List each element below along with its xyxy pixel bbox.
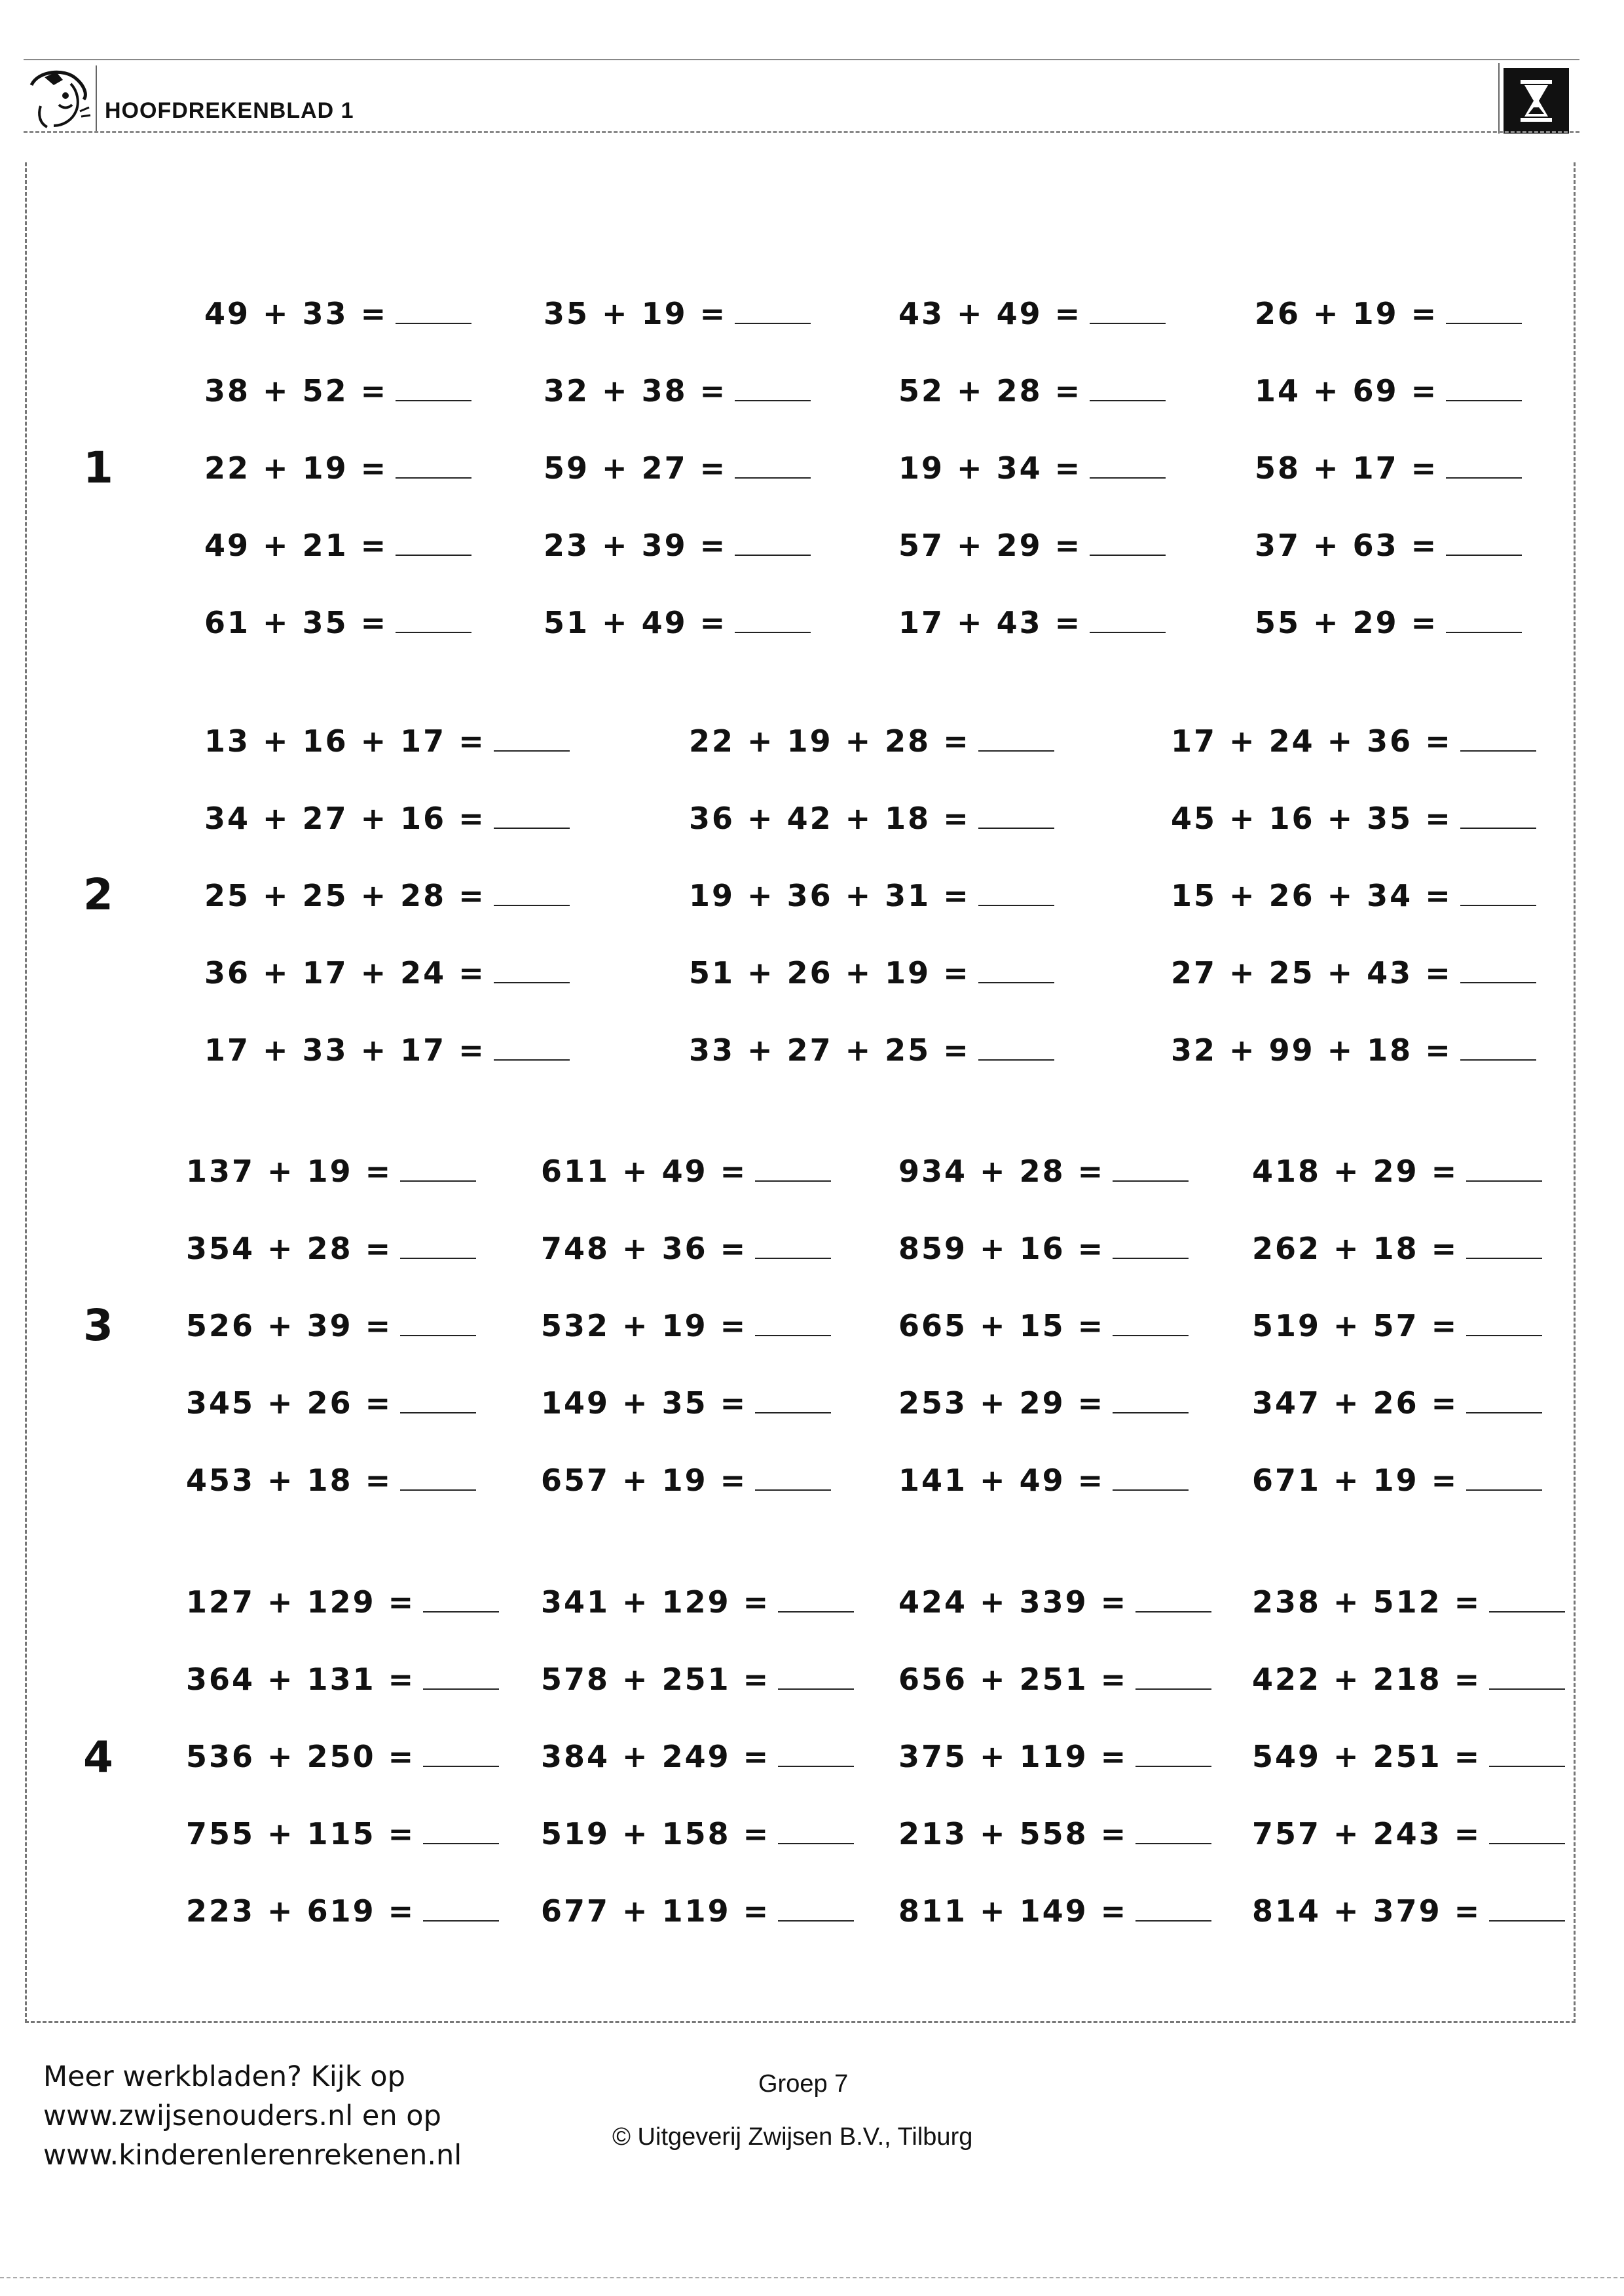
problem-text: 657 + 19 = — [541, 1463, 748, 1498]
problem-text: 223 + 619 = — [186, 1893, 416, 1929]
section-3-column-1 — [186, 1133, 476, 1519]
thinking-face-logo — [25, 65, 93, 132]
problem — [204, 857, 570, 934]
problem — [541, 1287, 831, 1364]
answer-line[interactable] — [1466, 1258, 1542, 1259]
answer-line[interactable] — [396, 632, 471, 633]
answer-line[interactable] — [396, 323, 471, 324]
footer-more-line-1: Meer werkbladen? Kijk op — [43, 2060, 405, 2093]
problem-text: 37 + 63 = — [1255, 528, 1439, 563]
problem-text: 519 + 158 = — [541, 1816, 771, 1851]
problem-text: 238 + 512 = — [1252, 1584, 1482, 1620]
problem — [544, 507, 811, 584]
answer-line[interactable] — [1466, 1412, 1542, 1413]
problem-text: 748 + 36 = — [541, 1231, 748, 1266]
section-4-number: 4 — [83, 1732, 113, 1783]
answer-line[interactable] — [1446, 323, 1522, 324]
section-4-column-3 — [898, 1563, 1211, 1950]
section-3-column-2 — [541, 1133, 831, 1519]
problem-text: 49 + 21 = — [204, 528, 388, 563]
footer-copyright: © Uitgeverij Zwijsen B.V., Tilburg — [612, 2123, 973, 2151]
section-4-column-1 — [186, 1563, 499, 1950]
answer-line[interactable] — [494, 982, 570, 983]
problem — [186, 1872, 499, 1950]
problem-text: 677 + 119 = — [541, 1893, 771, 1929]
section-2-column-3 — [1171, 702, 1536, 1089]
problem-text: 55 + 29 = — [1255, 605, 1439, 640]
answer-line[interactable] — [1135, 1843, 1211, 1844]
answer-line[interactable] — [494, 905, 570, 906]
answer-line[interactable] — [1489, 1766, 1565, 1767]
problem — [689, 857, 1054, 934]
answer-line[interactable] — [1135, 1766, 1211, 1767]
problem-text: 51 + 26 + 19 = — [689, 955, 970, 991]
answer-line[interactable] — [396, 477, 471, 479]
problem — [689, 702, 1054, 780]
problem — [898, 1718, 1211, 1795]
problem-text: 19 + 36 + 31 = — [689, 878, 970, 913]
problem-text: 127 + 129 = — [186, 1584, 416, 1620]
problem-text: 578 + 251 = — [541, 1662, 771, 1697]
answer-line[interactable] — [1090, 632, 1166, 633]
problem-text: 15 + 26 + 34 = — [1171, 878, 1452, 913]
problem — [1252, 1210, 1542, 1287]
section-3-column-3 — [898, 1133, 1189, 1519]
problem — [204, 352, 471, 429]
answer-line[interactable] — [1446, 477, 1522, 479]
problem-text: 364 + 131 = — [186, 1662, 416, 1697]
problem-text: 49 + 33 = — [204, 296, 388, 331]
answer-line[interactable] — [778, 1920, 854, 1922]
answer-line[interactable] — [755, 1412, 831, 1413]
section-1-column-2 — [544, 275, 811, 661]
problem — [898, 275, 1166, 352]
answer-line[interactable] — [1113, 1489, 1189, 1491]
answer-line[interactable] — [978, 905, 1054, 906]
problem — [541, 1641, 854, 1718]
problem-text: 262 + 18 = — [1252, 1231, 1459, 1266]
problem — [186, 1287, 476, 1364]
answer-line[interactable] — [778, 1843, 854, 1844]
answer-line[interactable] — [1090, 477, 1166, 479]
problem-text: 536 + 250 = — [186, 1739, 416, 1774]
problem — [898, 584, 1166, 661]
problem-text: 345 + 26 = — [186, 1385, 393, 1421]
answer-line[interactable] — [1446, 555, 1522, 556]
problem-text: 347 + 26 = — [1252, 1385, 1459, 1421]
problem — [204, 584, 471, 661]
problem — [541, 1364, 831, 1442]
problem-text: 43 + 49 = — [898, 296, 1082, 331]
problem — [186, 1563, 499, 1641]
answer-line[interactable] — [400, 1412, 476, 1413]
answer-line[interactable] — [1135, 1611, 1211, 1613]
answer-line[interactable] — [423, 1611, 499, 1613]
problem-text: 17 + 43 = — [898, 605, 1082, 640]
answer-line[interactable] — [978, 1059, 1054, 1061]
problem — [186, 1718, 499, 1795]
problem — [1252, 1641, 1565, 1718]
problem — [1171, 1011, 1536, 1089]
problem — [186, 1795, 499, 1872]
answer-line[interactable] — [1489, 1843, 1565, 1844]
answer-line[interactable] — [778, 1766, 854, 1767]
answer-line[interactable] — [755, 1335, 831, 1336]
answer-line[interactable] — [1090, 323, 1166, 324]
answer-line[interactable] — [735, 555, 811, 556]
answer-line[interactable] — [978, 982, 1054, 983]
answer-line[interactable] — [1466, 1335, 1542, 1336]
problem-text: 26 + 19 = — [1255, 296, 1439, 331]
answer-line[interactable] — [1446, 400, 1522, 401]
problem-text: 424 + 339 = — [898, 1584, 1128, 1620]
problem — [544, 584, 811, 661]
problem — [186, 1210, 476, 1287]
problem — [541, 1718, 854, 1795]
problem-text: 58 + 17 = — [1255, 450, 1439, 486]
problem-text: 52 + 28 = — [898, 373, 1082, 409]
answer-line[interactable] — [423, 1688, 499, 1690]
problem — [204, 429, 471, 507]
problem — [541, 1563, 854, 1641]
answer-line[interactable] — [1466, 1489, 1542, 1491]
problem-text: 22 + 19 = — [204, 450, 388, 486]
problem-text: 418 + 29 = — [1252, 1154, 1459, 1189]
hourglass-icon — [1504, 68, 1569, 134]
problem-text: 859 + 16 = — [898, 1231, 1105, 1266]
problem-text: 384 + 249 = — [541, 1739, 771, 1774]
problem-text: 149 + 35 = — [541, 1385, 748, 1421]
problem — [1255, 352, 1522, 429]
answer-line[interactable] — [1135, 1688, 1211, 1690]
problem — [204, 780, 570, 857]
problem-text: 36 + 42 + 18 = — [689, 801, 970, 836]
problem — [541, 1795, 854, 1872]
problem-text: 611 + 49 = — [541, 1154, 748, 1189]
answer-line[interactable] — [735, 323, 811, 324]
problem-text: 59 + 27 = — [544, 450, 728, 486]
footer-group-label: Groep 7 — [758, 2070, 849, 2098]
problem — [186, 1442, 476, 1519]
problem — [186, 1364, 476, 1442]
footer-link-kinderenlerenrekenen[interactable]: www.kinderenlerenrekenen.nl — [43, 2139, 462, 2172]
answer-line[interactable] — [1466, 1180, 1542, 1182]
answer-line[interactable] — [423, 1843, 499, 1844]
problem-text: 57 + 29 = — [898, 528, 1082, 563]
footer-link-zwijsenouders[interactable]: www.zwijsenouders.nl en op — [43, 2100, 441, 2132]
header-bottom-rule — [24, 131, 1579, 133]
problem — [898, 1210, 1189, 1287]
problem — [898, 1795, 1211, 1872]
problem — [1252, 1872, 1565, 1950]
header-top-rule — [24, 59, 1579, 60]
problem-text: 19 + 34 = — [898, 450, 1082, 486]
answer-line[interactable] — [396, 400, 471, 401]
answer-line[interactable] — [1135, 1920, 1211, 1922]
answer-line[interactable] — [1113, 1335, 1189, 1336]
problem-text: 33 + 27 + 25 = — [689, 1032, 970, 1068]
section-3-number: 3 — [83, 1300, 113, 1351]
problem-text: 526 + 39 = — [186, 1308, 393, 1343]
problem — [1252, 1133, 1542, 1210]
problem-text: 814 + 379 = — [1252, 1893, 1482, 1929]
answer-line[interactable] — [1113, 1258, 1189, 1259]
section-2-column-2 — [689, 702, 1054, 1089]
problem — [1252, 1718, 1565, 1795]
answer-line[interactable] — [735, 632, 811, 633]
problem — [898, 1641, 1211, 1718]
answer-line[interactable] — [1460, 905, 1536, 906]
answer-line[interactable] — [978, 750, 1054, 752]
answer-line[interactable] — [400, 1489, 476, 1491]
problem-text: 141 + 49 = — [898, 1463, 1105, 1498]
problem-text: 13 + 16 + 17 = — [204, 723, 486, 759]
problem-text: 811 + 149 = — [898, 1893, 1128, 1929]
problem-text: 32 + 99 + 18 = — [1171, 1032, 1452, 1068]
problem — [1252, 1364, 1542, 1442]
answer-line[interactable] — [423, 1920, 499, 1922]
problem-text: 422 + 218 = — [1252, 1662, 1482, 1697]
problem — [541, 1872, 854, 1950]
problem — [689, 1011, 1054, 1089]
problem — [541, 1210, 831, 1287]
problem-text: 35 + 19 = — [544, 296, 728, 331]
problem-text: 22 + 19 + 28 = — [689, 723, 970, 759]
problem-text: 354 + 28 = — [186, 1231, 393, 1266]
section-3-column-4 — [1252, 1133, 1542, 1519]
problem-text: 36 + 17 + 24 = — [204, 955, 486, 991]
answer-line[interactable] — [400, 1258, 476, 1259]
problem — [544, 352, 811, 429]
problem-text: 17 + 33 + 17 = — [204, 1032, 486, 1068]
problem-text: 453 + 18 = — [186, 1463, 393, 1498]
badge-divider — [1498, 63, 1500, 134]
section-4-column-2 — [541, 1563, 854, 1950]
problem-text: 32 + 38 = — [544, 373, 728, 409]
problem — [1171, 934, 1536, 1011]
answer-line[interactable] — [755, 1489, 831, 1491]
problem-text: 17 + 24 + 36 = — [1171, 723, 1452, 759]
answer-line[interactable] — [1489, 1920, 1565, 1922]
problem — [204, 275, 471, 352]
problem-text: 755 + 115 = — [186, 1816, 416, 1851]
answer-line[interactable] — [735, 400, 811, 401]
answer-line[interactable] — [1489, 1688, 1565, 1690]
answer-line[interactable] — [1113, 1412, 1189, 1413]
answer-line[interactable] — [1460, 1059, 1536, 1061]
section-2-number: 2 — [83, 869, 113, 920]
answer-line[interactable] — [978, 828, 1054, 829]
problem-text: 45 + 16 + 35 = — [1171, 801, 1452, 836]
problem — [898, 1563, 1211, 1641]
problem-text: 656 + 251 = — [898, 1662, 1128, 1697]
answer-line[interactable] — [400, 1335, 476, 1336]
logo-divider — [96, 65, 97, 131]
problem — [898, 1364, 1189, 1442]
problem — [204, 1011, 570, 1089]
answer-line[interactable] — [1090, 400, 1166, 401]
problem — [1171, 780, 1536, 857]
sheet-title: HOOFDREKENBLAD 1 — [105, 98, 354, 123]
answer-line[interactable] — [494, 1059, 570, 1061]
problem — [898, 507, 1166, 584]
problem — [204, 702, 570, 780]
problem — [186, 1641, 499, 1718]
problem-text: 341 + 129 = — [541, 1584, 771, 1620]
footer-more-worksheets — [43, 2057, 462, 2175]
problem — [898, 352, 1166, 429]
answer-line[interactable] — [1090, 555, 1166, 556]
answer-line[interactable] — [778, 1688, 854, 1690]
problem — [204, 934, 570, 1011]
section-1-column-4 — [1255, 275, 1522, 661]
answer-line[interactable] — [423, 1766, 499, 1767]
problem-text: 532 + 19 = — [541, 1308, 748, 1343]
problem — [1255, 275, 1522, 352]
problem — [689, 934, 1054, 1011]
problem — [204, 507, 471, 584]
problem — [1255, 584, 1522, 661]
problem — [1252, 1287, 1542, 1364]
problem — [1171, 857, 1536, 934]
problem-text: 34 + 27 + 16 = — [204, 801, 486, 836]
problem-text: 23 + 39 = — [544, 528, 728, 563]
problem — [541, 1133, 831, 1210]
answer-line[interactable] — [494, 828, 570, 829]
problem — [689, 780, 1054, 857]
answer-line[interactable] — [1113, 1180, 1189, 1182]
answer-line[interactable] — [400, 1180, 476, 1182]
answer-line[interactable] — [1460, 828, 1536, 829]
problem — [1255, 507, 1522, 584]
problem-text: 671 + 19 = — [1252, 1463, 1459, 1498]
problem — [898, 1287, 1189, 1364]
problem — [898, 1133, 1189, 1210]
problem-text: 213 + 558 = — [898, 1816, 1128, 1851]
answer-line[interactable] — [1460, 750, 1536, 752]
answer-line[interactable] — [396, 555, 471, 556]
bottom-rule — [0, 2277, 1624, 2278]
section-1-column-3 — [898, 275, 1166, 661]
problem — [1171, 702, 1536, 780]
section-4-column-4 — [1252, 1563, 1565, 1950]
problem — [186, 1133, 476, 1210]
problem — [544, 275, 811, 352]
problem-text: 137 + 19 = — [186, 1154, 393, 1189]
problem-text: 934 + 28 = — [898, 1154, 1105, 1189]
problem-text: 375 + 119 = — [898, 1739, 1128, 1774]
answer-line[interactable] — [1460, 982, 1536, 983]
problem — [898, 429, 1166, 507]
answer-line[interactable] — [778, 1611, 854, 1613]
problem-text: 549 + 251 = — [1252, 1739, 1482, 1774]
problem-text: 61 + 35 = — [204, 605, 388, 640]
problem-text: 253 + 29 = — [898, 1385, 1105, 1421]
answer-line[interactable] — [1446, 632, 1522, 633]
problem-text: 757 + 243 = — [1252, 1816, 1482, 1851]
section-2-column-1 — [204, 702, 570, 1089]
problem — [541, 1442, 831, 1519]
answer-line[interactable] — [1489, 1611, 1565, 1613]
problem — [898, 1872, 1211, 1950]
answer-line[interactable] — [755, 1180, 831, 1182]
problem-text: 665 + 15 = — [898, 1308, 1105, 1343]
problem — [1252, 1563, 1565, 1641]
answer-line[interactable] — [494, 750, 570, 752]
section-1-number: 1 — [83, 443, 113, 493]
section-1-column-1 — [204, 275, 471, 661]
problem-text: 25 + 25 + 28 = — [204, 878, 486, 913]
problem — [898, 1442, 1189, 1519]
problem — [1252, 1442, 1542, 1519]
problem — [1255, 429, 1522, 507]
problem-text: 519 + 57 = — [1252, 1308, 1459, 1343]
answer-line[interactable] — [755, 1258, 831, 1259]
problem-text: 14 + 69 = — [1255, 373, 1439, 409]
problem-text: 27 + 25 + 43 = — [1171, 955, 1452, 991]
answer-line[interactable] — [735, 477, 811, 479]
problem — [544, 429, 811, 507]
problem-text: 38 + 52 = — [204, 373, 388, 409]
problem-text: 51 + 49 = — [544, 605, 728, 640]
problem — [1252, 1795, 1565, 1872]
